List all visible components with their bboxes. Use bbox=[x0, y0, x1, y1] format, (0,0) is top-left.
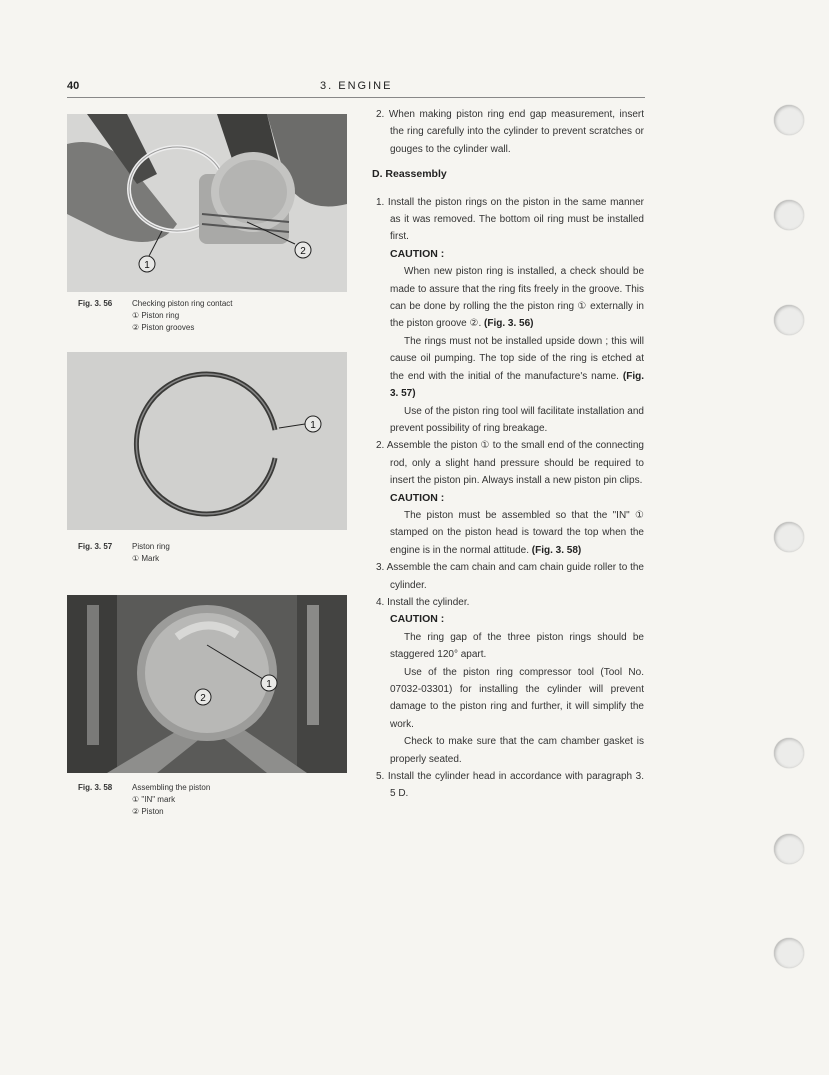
step-4: 4. Install the cylinder. bbox=[376, 596, 470, 608]
fig-3-58-photo bbox=[67, 595, 347, 773]
caution-paragraph: Use of the piston ring compressor tool (Tool No. 07032-03301) for installing the cylinder will prevent damage to the piston ring and further, it will simplify the work. bbox=[390, 666, 644, 730]
figure-title: Assembling the piston bbox=[132, 783, 211, 792]
binder-hole bbox=[774, 938, 804, 968]
fig-3-57-photo bbox=[67, 352, 347, 530]
section-heading: D. Reassembly bbox=[372, 168, 447, 181]
running-head: 3. ENGINE bbox=[320, 80, 393, 92]
binder-hole bbox=[774, 200, 804, 230]
caution-label: CAUTION : bbox=[390, 247, 445, 260]
callout-marker-label: 2 bbox=[300, 246, 306, 257]
page-number: 40 bbox=[67, 80, 80, 92]
binder-hole bbox=[774, 738, 804, 768]
caution-paragraph: When new piston ring is installed, a check should be made to assure that the ring fits freely in the groove. This can be done by rolling the the piston ring ① externally in the piston groove ②. (Fig. 3. 56) bbox=[390, 266, 644, 330]
binder-hole bbox=[774, 834, 804, 864]
figure-title: Piston ring bbox=[132, 542, 170, 551]
caution-label: CAUTION : bbox=[390, 613, 445, 626]
binder-hole bbox=[774, 522, 804, 552]
figure-number: Fig. 3. 58 bbox=[78, 783, 113, 792]
caution-paragraph: The piston must be assembled so that the "IN" ① stamped on the piston head is toward the top when the engine is in the normal attitude. (Fig. 3. 58) bbox=[390, 509, 644, 556]
step-3: 3. Assemble the cam chain and cam chain guide roller to the cylinder. bbox=[376, 562, 644, 591]
callout-marker-label: 1 bbox=[266, 679, 272, 690]
figure-title: Checking piston ring contact bbox=[132, 299, 233, 308]
step-2: 2. Assemble the piston ① to the small end of the connecting rod, only a slight hand pressure should be required to insert the piston pin. Always install a new piston pin clips. bbox=[376, 440, 644, 487]
caution-label: CAUTION : bbox=[390, 491, 445, 504]
caution-paragraph: The ring gap of the three piston rings should be staggered 120° apart. bbox=[390, 631, 644, 661]
callout-label: ② Piston grooves bbox=[132, 323, 195, 332]
step-5: 5. Install the cylinder head in accordance with paragraph 3. 5 D. bbox=[376, 771, 644, 800]
callout-label: ① "IN" mark bbox=[132, 795, 176, 804]
fig-3-56-caption bbox=[78, 298, 233, 334]
fig-3-56-photo bbox=[67, 114, 347, 292]
figure-ref: (Fig. 3. 56) bbox=[484, 318, 534, 330]
step-1: 1. Install the piston rings on the piston in the same manner as it was removed. The bottom oil ring must be installed first. bbox=[376, 196, 644, 243]
paragraph-intro: 2. When making piston ring end gap measurement, insert the ring carefully into the cylinder to prevent scratches or gouges to the cylinder wall. bbox=[376, 109, 644, 155]
callout-label: ① Piston ring bbox=[132, 311, 180, 320]
fig-3-57-caption bbox=[78, 541, 170, 565]
callout-label: ② Piston bbox=[132, 807, 164, 816]
figure-number: Fig. 3. 56 bbox=[78, 299, 113, 308]
callout-label: ① Mark bbox=[132, 554, 160, 563]
fig-3-58-caption bbox=[78, 782, 210, 818]
figure-ref: (Fig. 3. 57) bbox=[390, 370, 644, 400]
binder-hole bbox=[774, 305, 804, 335]
callout-marker-label: 1 bbox=[144, 260, 150, 271]
binder-hole bbox=[774, 105, 804, 135]
caution-paragraph: Use of the piston ring tool will facilitate installation and prevent possibility of ring breakage. bbox=[390, 405, 644, 434]
figure-ref: (Fig. 3. 58) bbox=[531, 544, 582, 556]
callout-marker-label: 1 bbox=[310, 420, 316, 431]
body-text-column bbox=[372, 106, 644, 803]
callout-marker-label: 2 bbox=[200, 693, 206, 704]
caution-paragraph: Check to make sure that the cam chamber gasket is properly seated. bbox=[390, 736, 644, 765]
header-rule bbox=[67, 97, 645, 98]
figure-number: Fig. 3. 57 bbox=[78, 542, 113, 551]
caution-paragraph: The rings must not be installed upside down ; this will cause oil pumping. The top side of the ring is etched at the end with the initial of the manufacture's name. (Fig. 3. 57) bbox=[390, 335, 644, 400]
